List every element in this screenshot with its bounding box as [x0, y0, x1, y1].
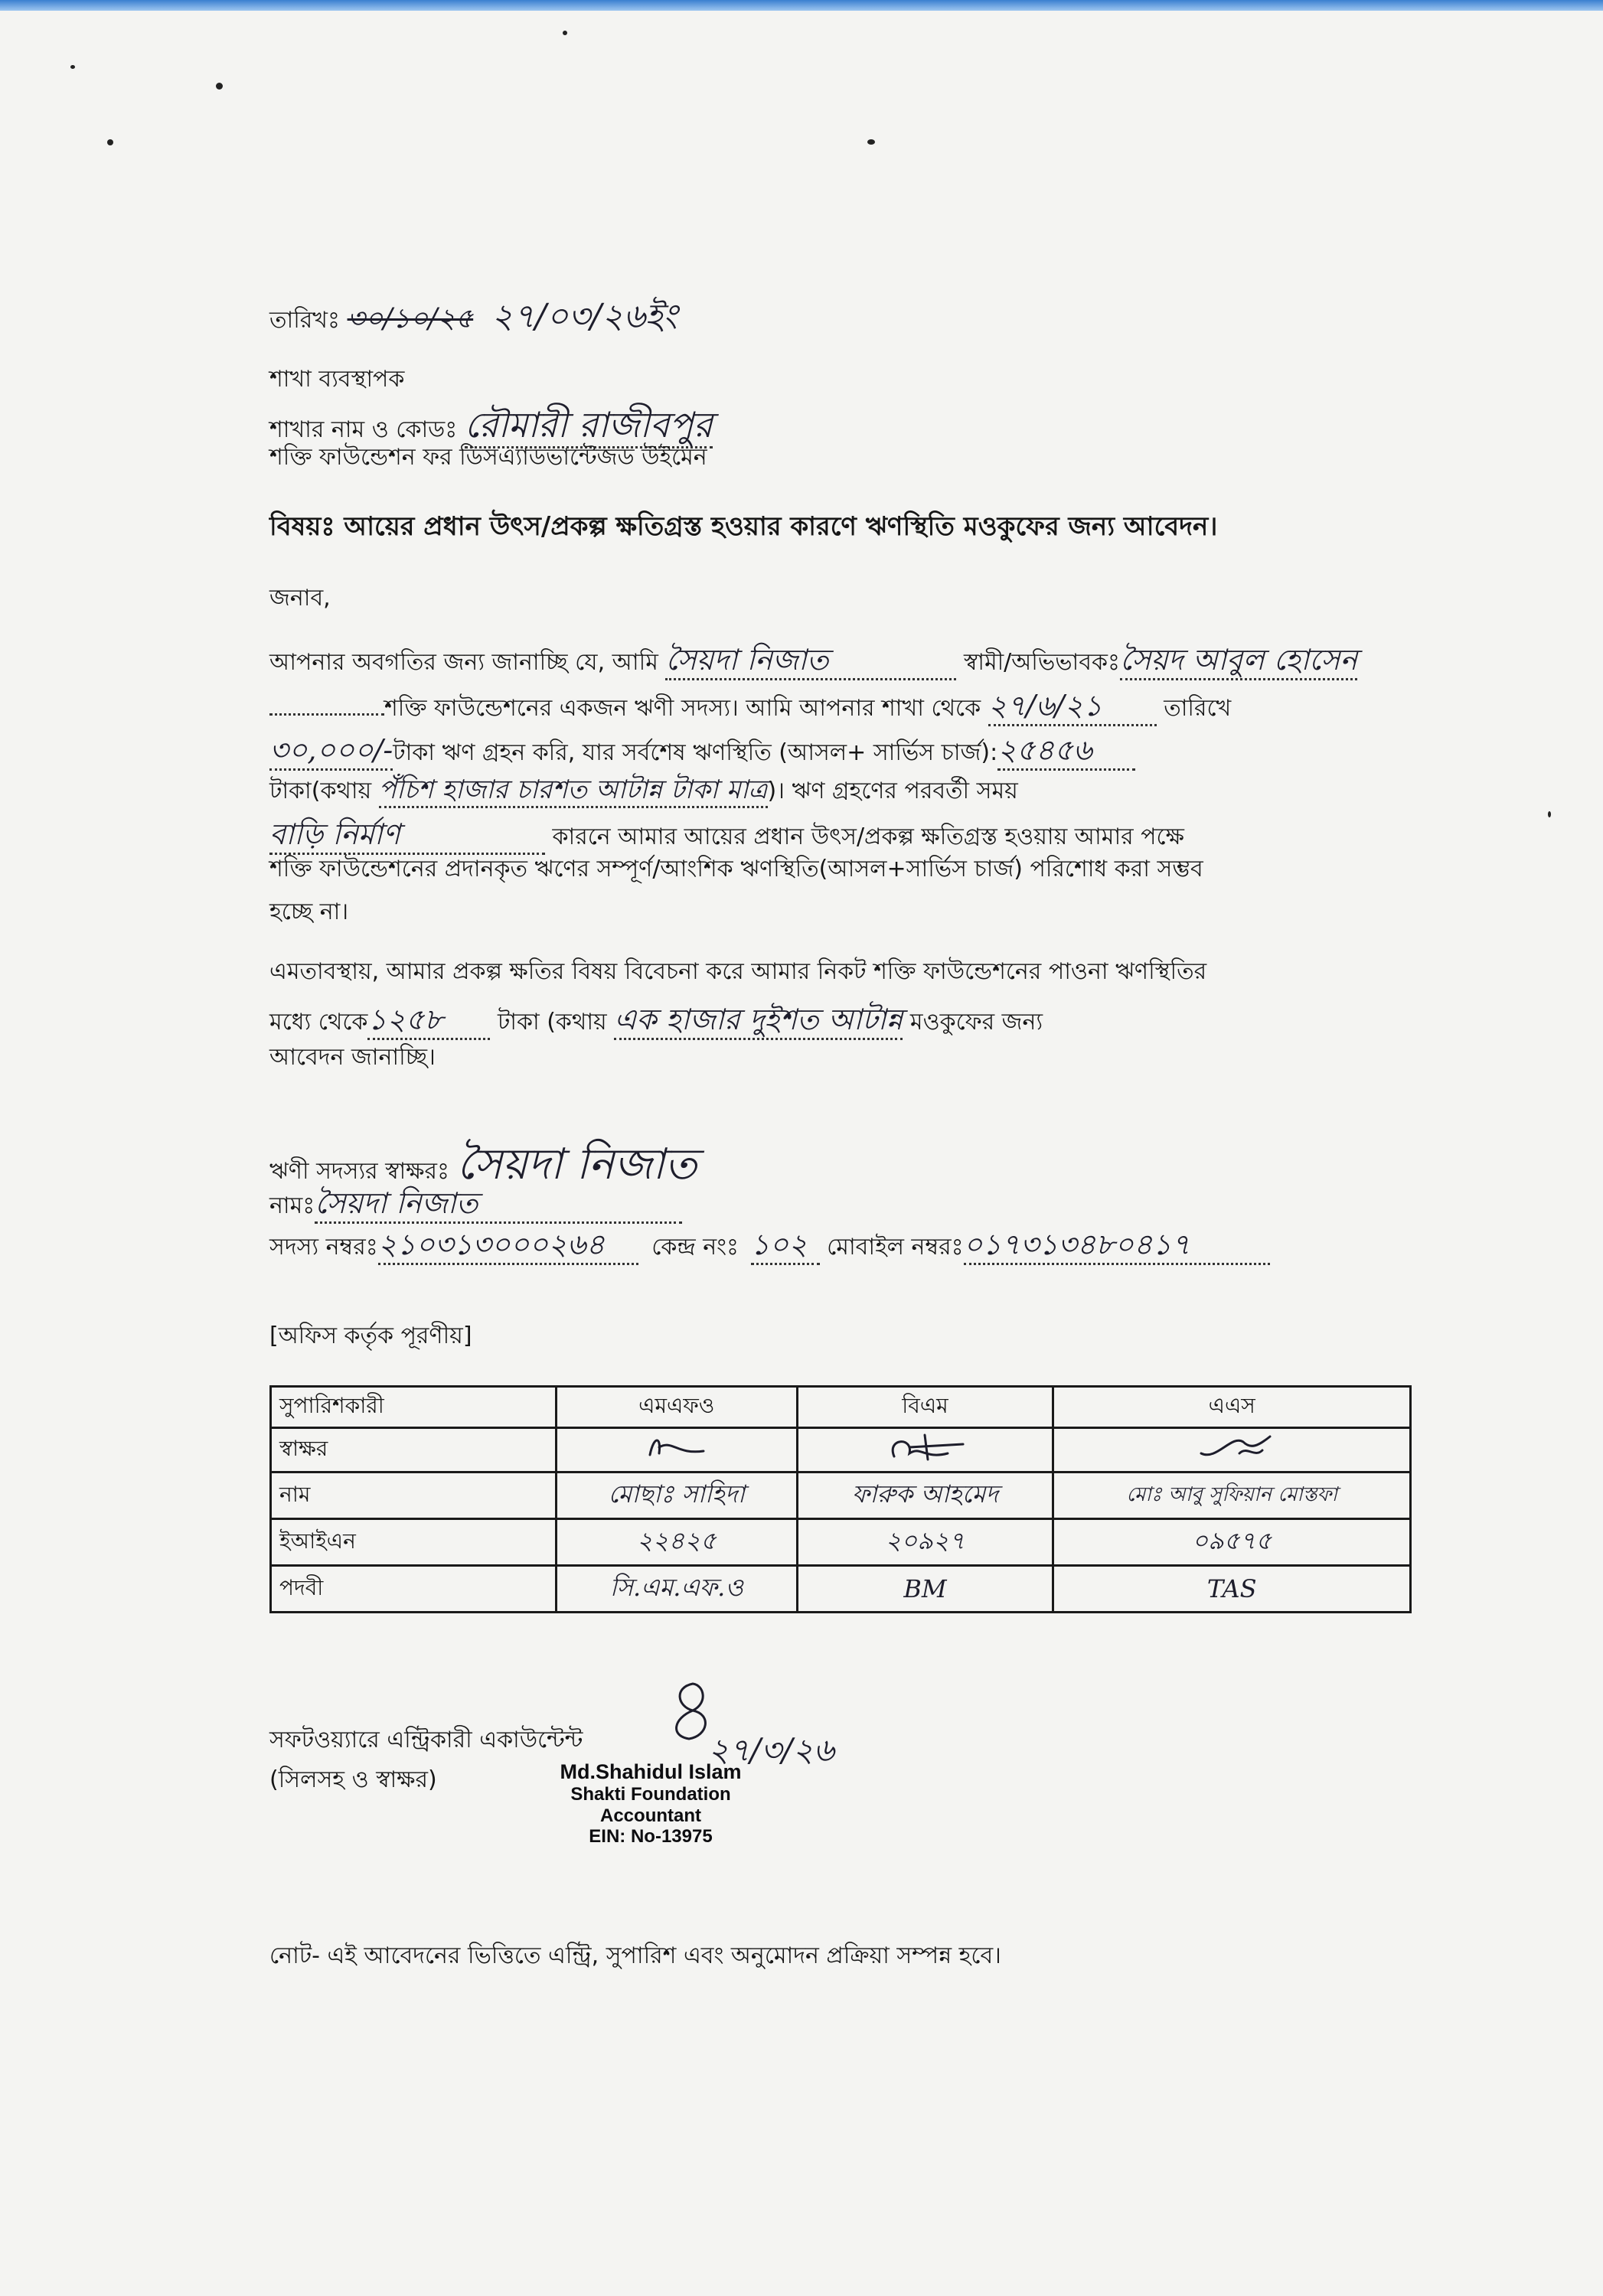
header-as: এএস [1053, 1387, 1411, 1428]
loan-date: ২৭/৬/২১ [988, 689, 1157, 726]
body-line-8: এমতাবস্থায়, আমার প্রকল্প ক্ষতির বিষয় বিবেচনা করে আমার নিকট শক্তি ফাউন্ডেশনের পাওনা ঋণস্থিতির [269, 958, 1207, 985]
member-id-line [269, 1228, 1270, 1265]
mobile-no: ০১৭৩১৩৪৮০৪১৭ [964, 1228, 1270, 1265]
header-recommender: সুপারিশকারী [271, 1387, 557, 1428]
date-struck: ৩০/১০/২৫ [347, 303, 474, 334]
bm-ein: ২০৯২৭ [797, 1519, 1053, 1566]
branch-line [269, 404, 713, 448]
branch-label: শাখার নাম ও কোডঃ [269, 416, 458, 443]
member-name-line [269, 1186, 682, 1224]
header-bm: বিএম [797, 1387, 1053, 1428]
waiver-in-words: এক হাজার দুইশত আটান্ন [614, 1003, 903, 1040]
body-line-2 [269, 689, 1231, 726]
member-signature-label: ঋণী সদস্যর স্বাক্ষরঃ [269, 1158, 449, 1185]
body-line-10: আবেদন জানাচ্ছি। [269, 1044, 436, 1071]
member-no: ২১০৩১৩০০০২৬৪ [378, 1228, 638, 1265]
mobile-label: মোবাইল নম্বরঃ [827, 1234, 964, 1261]
date-value: ২৭/০৩/২৬ইং [491, 297, 677, 336]
body-line-5 [269, 817, 1184, 855]
damage-reason: বাড়ি নির্মাণ [269, 817, 545, 855]
table-header-row [271, 1387, 1411, 1428]
scan-speck [867, 139, 875, 145]
body-text: )। ঋণ গ্রহণের পরবর্তী সময় [767, 778, 1018, 804]
table-row [271, 1428, 1411, 1473]
body-line-4 [269, 775, 1018, 808]
table-row [271, 1473, 1411, 1519]
row-label: নাম [271, 1473, 557, 1519]
body-line-3 [269, 733, 1135, 771]
seal-name: Md.Shahidul Islam [560, 1760, 742, 1783]
member-no-label: সদস্য নম্বরঃ [269, 1234, 378, 1261]
body-line-7: হচ্ছে না। [269, 899, 349, 925]
scan-speck [1548, 811, 1551, 817]
member-name: সৈয়দা নিজাত [315, 1186, 682, 1224]
subject-line: বিষয়ঃ আয়ের প্রধান উৎস/প্রকল্প ক্ষতিগ্রস্ত হওয়ার কারণে ঋণস্থিতি মওকুফের জন্য আবেদন। [269, 511, 1218, 542]
balance-amount: ২৫৪৫৬ [997, 733, 1135, 771]
row-label: ইআইএন [271, 1519, 557, 1566]
office-caption: [অফিস কর্তৃক পূরণীয়] [269, 1322, 472, 1349]
as-designation: TAS [1053, 1566, 1411, 1613]
centre-label: কেন্দ্র নং [651, 1234, 739, 1261]
bm-signature [797, 1428, 1053, 1473]
body-text: মওকুফের জন্য [909, 1009, 1043, 1035]
scan-edge [0, 0, 1603, 11]
guardian-label: স্বামী/অভিভাবকঃ [963, 649, 1120, 676]
footnote: নোট- এই আবেদনের ভিত্তিতে এন্ট্রি, সুপারিশ এবং অনুমোদন প্রক্রিয়া সম্পন্ন হবে। [269, 1942, 1001, 1969]
body-line-9 [269, 1003, 1043, 1040]
accountant-label: সফটওয়্যারে এন্ট্রিকারী একাউন্টেন্ট [269, 1727, 583, 1753]
table-row [271, 1566, 1411, 1613]
bm-name: ফারুক আহমেদ [797, 1473, 1053, 1519]
seal-org: Shakti Foundation [570, 1784, 731, 1805]
as-ein: ০৯৫৭৫ [1053, 1519, 1411, 1566]
row-label: স্বাক্ষর [271, 1428, 557, 1473]
body-text: মধ্যে থেকে [269, 1009, 368, 1035]
body-text: টাকা(কথায় [269, 778, 372, 804]
member-signature-line [269, 1139, 697, 1190]
guardian-name: সৈয়দ আবুল হোসেন [1120, 643, 1357, 680]
mfo-name: মোছাঃ সাহিদা [557, 1473, 798, 1519]
bm-designation: BM [797, 1566, 1053, 1613]
as-name: মোঃ আবু সুফিয়ান মোস্তফা [1053, 1473, 1411, 1519]
salutation: জনাব, [269, 585, 331, 612]
header-mfo: এমএফও [557, 1387, 798, 1428]
mfo-ein: ২২৪২৫ [557, 1519, 798, 1566]
body-text: টাকা (কথায় [497, 1009, 607, 1035]
body-text: তারিখে [1164, 695, 1232, 722]
accountant-note: (সিলসহ ও স্বাক্ষর) [269, 1766, 437, 1793]
blank-dots [269, 713, 384, 716]
mfo-designation: সি.এম.এফ.ও [557, 1566, 798, 1613]
body-text: আপনার অবগতির জন্য জানাচ্ছি যে, আমি [269, 649, 658, 676]
date-label: তারিখঃ [269, 307, 340, 334]
loan-amount: ৩০,০০০/- [269, 733, 393, 771]
row-label: পদবী [271, 1566, 557, 1613]
member-signature: সৈয়দা নিজাত [456, 1140, 697, 1189]
seal-ein: EIN: No-13975 [589, 1826, 713, 1848]
branch-value: রৌমারী রাজীবপুর [465, 404, 713, 448]
addressee-title: শাখা ব্যবস্থাপক [269, 366, 405, 393]
as-signature [1053, 1428, 1411, 1473]
applicant-name: সৈয়দা নিজাত [665, 643, 956, 680]
body-text: টাকা ঋণ গ্রহন করি, যার সর্বশেষ ঋণস্থিতি (আসল+ সার্ভিস চার্জ): [393, 739, 998, 766]
accountant-sign-date: ২৭/৩/২৬ [708, 1731, 834, 1769]
accountant-seal [536, 1760, 766, 1848]
body-text: কারনে আমার আয়ের প্রধান উৎস/প্রকল্প ক্ষতিগ্রস্ত হওয়ায় আমার পক্ষে [552, 823, 1184, 850]
member-name-label: নামঃ [269, 1192, 315, 1219]
waiver-amount: ১২৫৮ [367, 1003, 490, 1040]
scan-speck [107, 139, 113, 145]
date-line [269, 297, 677, 338]
table-row [271, 1519, 1411, 1566]
mfo-signature [557, 1428, 798, 1473]
body-text: শক্তি ফাউন্ডেশনের একজন ঋণী সদস্য। আমি আপনার শাখা থেকে [384, 695, 981, 722]
body-line-1 [269, 643, 1357, 680]
body-line-6: শক্তি ফাউন্ডেশনের প্রদানকৃত ঋণের সম্পূর্ণ/আংশিক ঋণস্থিতি(আসল+সার্ভিস চার্জ) পরিশোধ করা সম্ভব [269, 856, 1203, 882]
balance-in-words: পঁচিশ হাজার চারশত আটান্ন টাকা মাত্র [379, 775, 768, 808]
recommendation-table [269, 1385, 1412, 1613]
seal-role: Accountant [600, 1805, 701, 1826]
organisation-name: শক্তি ফাউন্ডেশন ফর ডিসএ্যাডভান্টেজড উইমেন [269, 444, 707, 471]
scan-speck [563, 31, 567, 35]
scan-speck [70, 65, 75, 69]
centre-no: ১০২ [751, 1228, 820, 1265]
scan-speck [216, 83, 223, 90]
